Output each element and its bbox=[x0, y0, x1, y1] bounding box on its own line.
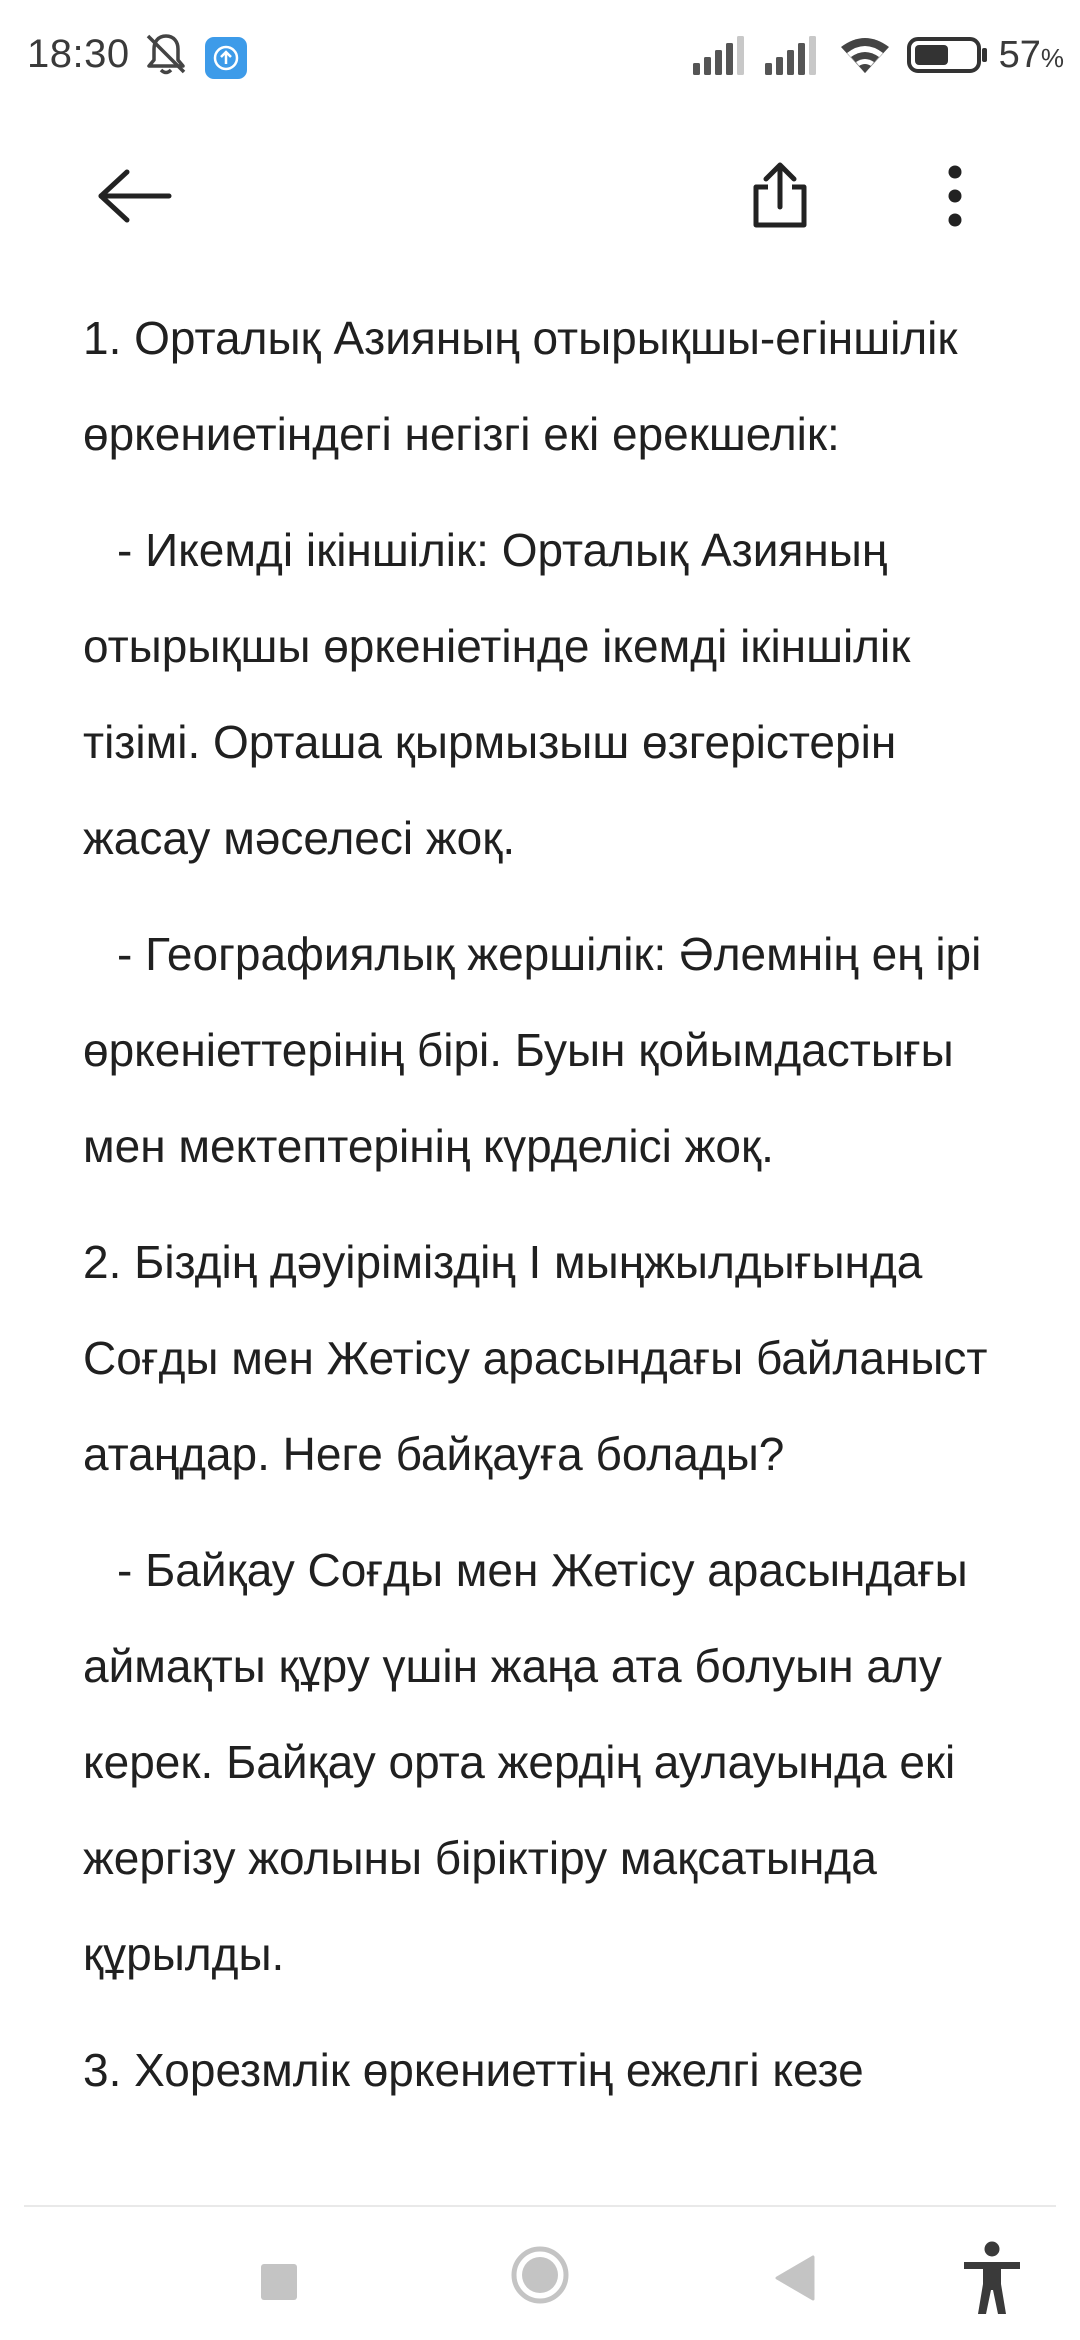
more-options-button[interactable] bbox=[910, 148, 1000, 248]
home-button[interactable] bbox=[500, 2237, 580, 2317]
status-bar bbox=[0, 0, 1080, 120]
signal-icon bbox=[693, 35, 751, 75]
back-triangle-icon bbox=[773, 2255, 817, 2306]
content-paragraph: - Икемді ікіншілік: Орталық Азияның отырықшы өркеніетінде ікемді ікіншілік тізімі. Орташа қырмызыш өзгерістерін жасау мәселесі жоқ. bbox=[83, 524, 911, 864]
content-paragraph: 1. Орталық Азияның отырықшы-егіншілік өркениетіндегі негізгі екі ерекшелік: bbox=[83, 312, 958, 460]
accessibility-icon bbox=[960, 2240, 1024, 2321]
content-paragraph: 3. Хорезмлік өркениеттің ежелгі кезе bbox=[83, 2044, 864, 2096]
wifi-icon bbox=[839, 35, 891, 75]
recents-square-icon bbox=[259, 2262, 299, 2307]
battery-percent: 57% bbox=[998, 33, 1064, 76]
more-vert-icon bbox=[945, 164, 965, 233]
app-bar bbox=[0, 120, 1080, 270]
upload-notification-icon bbox=[205, 37, 247, 79]
content-paragraph: - Байқау Соғды мен Жетісу арасындағы аймақты құру үшін жаңа ата болуын алу керек. Байқау орта жердің аулауында екі жергізу жолыны біріктіру мақсатында құрылды. bbox=[83, 1544, 968, 1980]
battery-icon bbox=[907, 35, 989, 75]
recents-button[interactable] bbox=[244, 2249, 314, 2319]
share-icon bbox=[748, 161, 812, 236]
status-right-group bbox=[693, 30, 1064, 80]
accessibility-button[interactable] bbox=[952, 2235, 1032, 2325]
nav-back-button[interactable] bbox=[760, 2245, 830, 2315]
status-time: 18:30 bbox=[27, 32, 130, 76]
content-paragraph: - Географиялық жершілік: Әлемнің ең ірі өркеніеттерінің бірі. Буын қойымдастығы мен мектептерінің күрделісі жоқ. bbox=[83, 928, 982, 1172]
arrow-left-icon bbox=[95, 166, 175, 231]
bell-off-icon bbox=[142, 30, 190, 78]
content-paragraph: 2. Біздің дәуіріміздің I мыңжылдығында Соғды мен Жетісу арасындағы байланыст атаңдар. Неге байқауға болады? bbox=[83, 1236, 988, 1480]
share-button[interactable] bbox=[730, 148, 830, 248]
home-circle-icon bbox=[510, 2245, 570, 2310]
system-nav-bar bbox=[0, 2205, 1080, 2340]
signal-icon bbox=[765, 35, 823, 75]
back-button[interactable] bbox=[80, 148, 190, 248]
message-content bbox=[83, 290, 1013, 2138]
